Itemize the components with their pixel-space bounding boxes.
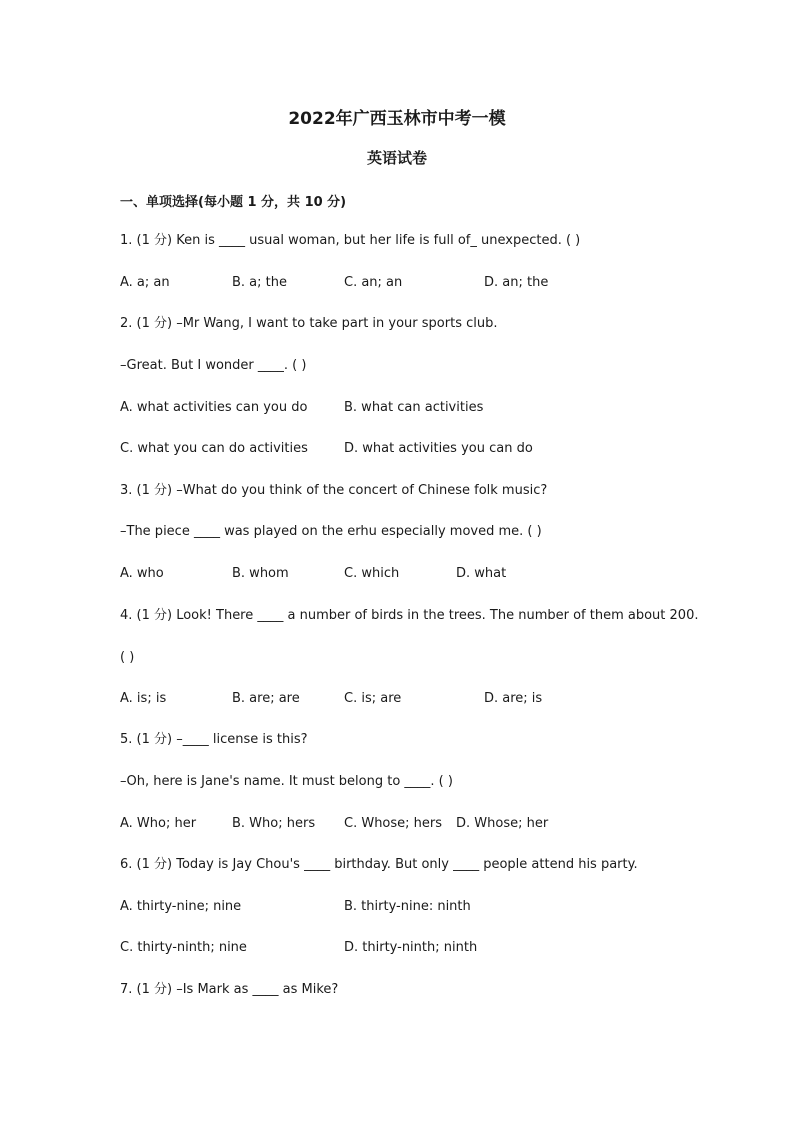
option-b: B. Who; hers (232, 816, 316, 831)
exam-title: 2022年广西玉林市中考一模 (288, 109, 506, 129)
option-a: A. a; an (120, 275, 170, 290)
option-a: A. Who; her (120, 816, 197, 831)
option-d: D. what (456, 566, 507, 581)
option-a: A. who (120, 566, 164, 581)
option-c: C. is; are (344, 691, 402, 706)
option-a: A. what activities can you do (120, 400, 308, 415)
question-7-stem: 7. (1 分) –Is Mark as ____ as Mike? (120, 982, 339, 997)
option-a: A. is; is (120, 691, 167, 706)
option-c: C. what you can do activities (120, 441, 308, 456)
option-b: B. what can activities (344, 400, 484, 415)
option-b: B. are; are (232, 691, 300, 706)
option-c: C. thirty-ninth; nine (120, 940, 247, 955)
question-4-stem-continued: ( ) (120, 650, 135, 665)
question-6-stem: 6. (1 分) Today is Jay Chou's ____ birthday. But only ____ people attend his party. (120, 857, 638, 872)
question-3-stem-continued: –The piece ____ was played on the erhu especially moved me. ( ) (120, 524, 542, 539)
section-heading: 一、单项选择(每小题 1 分，共 10 分) (120, 195, 347, 210)
question-1-stem: 1. (1 分) Ken is ____ usual woman, but her life is full of_ unexpected. ( ) (120, 233, 581, 248)
option-d: D. Whose; her (456, 816, 549, 831)
option-c: C. an; an (344, 275, 403, 290)
question-5-stem: 5. (1 分) –____ license is this? (120, 732, 308, 747)
option-b: B. thirty-nine: ninth (344, 899, 471, 914)
question-3-stem: 3. (1 分) –What do you think of the concert of Chinese folk music? (120, 483, 548, 498)
question-2-stem: 2. (1 分) –Mr Wang, I want to take part in your sports club. (120, 316, 498, 331)
option-d: D. an; the (484, 275, 549, 290)
exam-subtitle: 英语试卷 (366, 149, 427, 167)
option-b: B. whom (232, 566, 289, 581)
option-b: B. a; the (232, 275, 287, 290)
question-5-stem-continued: –Oh, here is Jane's name. It must belong to ____. ( ) (120, 774, 453, 789)
question-4-stem: 4. (1 分) Look! There ____ a number of birds in the trees. The number of them about 200. (120, 608, 699, 623)
option-d: D. are; is (484, 691, 543, 706)
option-c: C. Whose; hers (344, 816, 443, 831)
option-d: D. what activities you can do (344, 441, 533, 456)
option-c: C. which (344, 566, 400, 581)
question-2-stem-continued: –Great. But I wonder ____. ( ) (120, 358, 307, 373)
option-d: D. thirty-ninth; ninth (344, 940, 478, 955)
option-a: A. thirty-nine; nine (120, 899, 242, 914)
